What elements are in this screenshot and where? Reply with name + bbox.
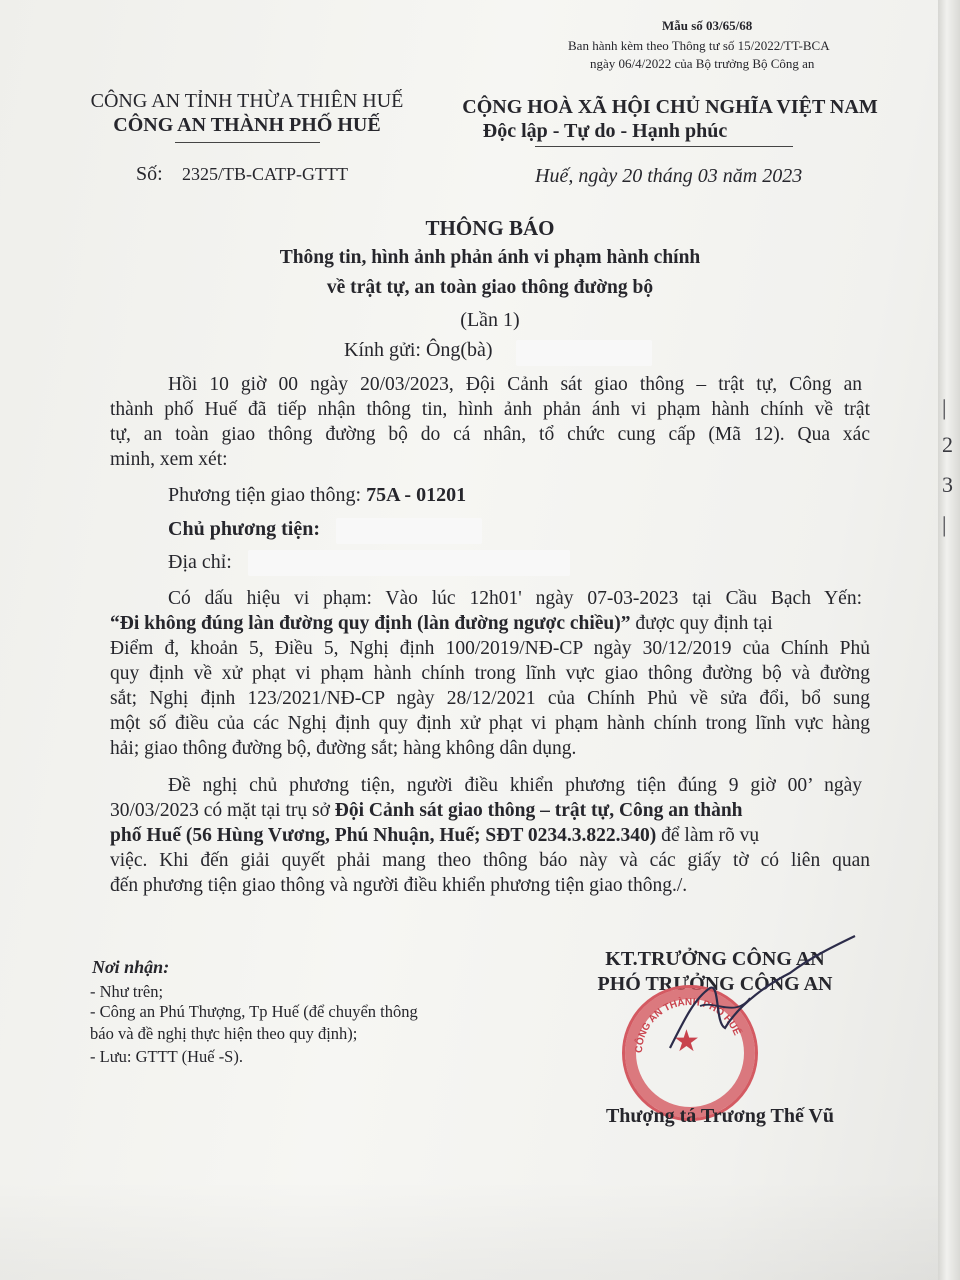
request-office-address: phố Huế (56 Hùng Vương, Phú Nhuận, Huế; SĐT 0234.3.822.340): [110, 825, 657, 846]
violation-line-6: một số điều của các Nghị định quy định xử phạt vi phạm hành chính trong lĩnh vực hàng: [110, 713, 870, 734]
request-line-4: việc. Khi đến giải quyết phải mang theo thông báo này và các giấy tờ có liên quan: [110, 850, 870, 871]
violation-line-2-rest: được quy định tại: [635, 613, 773, 634]
address-label: Địa chỉ:: [168, 551, 232, 573]
recipient-label: Kính gửi: Ông(bà): [344, 339, 493, 361]
recipient-item-4: - Lưu: GTTT (Huế -S).: [90, 1047, 243, 1066]
form-issued-line1: Ban hành kèm theo Thông tư số 15/2022/TT-BCA: [568, 38, 830, 53]
paper-shadow: [0, 1180, 938, 1280]
national-motto: Độc lập - Tự do - Hạnh phúc: [482, 120, 728, 142]
edge-mark: |: [942, 395, 947, 420]
vehicle-row: [168, 484, 466, 507]
edge-mark: |: [942, 512, 947, 537]
request-office: Đội Cảnh sát giao thông – trật tự, Công an thành: [334, 800, 743, 821]
violation-line-1: Có dấu hiệu vi phạm: Vào lúc 12h01' ngày 07-03-2023 tại Cầu Bạch Yến:: [168, 588, 862, 609]
para1-line-2: thành phố Huế đã tiếp nhận thông tin, hình ảnh phản ánh vi phạm hành chính về trật: [110, 399, 870, 420]
form-issued-line2: ngày 06/4/2022 của Bộ trưởng Bộ Công an: [590, 56, 815, 71]
violation-line-7: hải; giao thông đường bộ, đường sắt; hàng không dân dụng.: [110, 738, 577, 759]
agency-parent: CÔNG AN TỈNH THỪA THIÊN HUẾ: [90, 90, 404, 112]
underlying-page-edge: [938, 0, 960, 1280]
redacted-recipient-name: [516, 340, 652, 366]
motto-underline: [535, 146, 793, 147]
owner-label: Chủ phương tiện:: [168, 518, 321, 540]
request-line-2: [110, 800, 870, 826]
handwritten-signature: [640, 928, 870, 1068]
license-plate: 75A - 01201: [366, 484, 467, 506]
recipient-item-2: - Công an Phú Thượng, Tp Huế (để chuyển thông: [90, 1002, 418, 1021]
place-date: Huế, ngày 20 tháng 03 năm 2023: [535, 165, 803, 187]
violation-line-5: sắt; Nghị định 123/2021/NĐ-CP ngày 28/12/2021 của Chính Phủ về sửa đổi, bổ sung: [110, 688, 870, 709]
recipients-heading: Nơi nhận:: [92, 957, 170, 977]
violation-act: “Đi không đúng làn đường quy định (làn đường ngược chiều)”: [110, 613, 631, 634]
request-line-1: Đề nghị chủ phương tiện, người điều khiển phương tiện đúng 9 giờ 00’ ngày: [168, 775, 862, 796]
violation-line-4: quy định về xử phạt vi phạm hành chính trong lĩnh vực giao thông đường bộ và đường: [110, 663, 870, 684]
document-number-label: Số:: [136, 163, 163, 185]
document-title: THÔNG BÁO: [425, 216, 555, 240]
signer-title-2: PHÓ TRƯỞNG CÔNG AN: [597, 973, 833, 995]
para1-line-3: tự, an toàn giao thông đường bộ do cá nhân, tổ chức cung cấp (Mã 12). Qua xác: [110, 424, 870, 445]
violation-line-2: [110, 613, 870, 639]
violation-line-3: Điểm đ, khoản 5, Điều 5, Nghị định 100/2019/NĐ-CP ngày 30/12/2019 của Chính Phủ: [110, 638, 870, 659]
signer-title-1: KT.TRƯỞNG CÔNG AN: [605, 948, 825, 970]
para1-line-1: Hồi 10 giờ 00 ngày 20/03/2023, Đội Cảnh sát giao thông – trật tự, Công an: [168, 374, 862, 395]
signer-name: Thượng tá Trương Thế Vũ: [605, 1105, 835, 1127]
edge-mark: 3: [942, 472, 953, 497]
request-line-5: đến phương tiện giao thông và người điều khiển phương tiện giao thông./.: [110, 875, 688, 896]
seal-star-icon: ★: [673, 1025, 700, 1058]
recipient-item-1: - Như trên;: [90, 982, 164, 1001]
form-code: Mẫu số 03/65/68: [662, 18, 753, 33]
para1-line-4: minh, xem xét:: [110, 449, 228, 470]
agency-name: CÔNG AN THÀNH PHỐ HUẾ: [113, 114, 381, 136]
document-number: 2325/TB-CATP-GTTT: [182, 164, 348, 184]
redacted-owner-name: [336, 518, 482, 544]
svg-text:CÔNG AN THÀNH PHỐ HUẾ: CÔNG AN THÀNH PHỐ HUẾ: [633, 996, 743, 1054]
notice-count: (Lần 1): [460, 309, 520, 331]
document-subtitle-1: Thông tin, hình ảnh phản ánh vi phạm hành chính: [279, 247, 701, 268]
redacted-address: [248, 550, 570, 576]
edge-mark: 2: [942, 432, 953, 457]
request-line-2a: 30/03/2023 có mặt tại trụ sở: [110, 800, 330, 821]
vehicle-label: Phương tiện giao thông:: [168, 484, 362, 506]
document-subtitle-2: về trật tự, an toàn giao thông đường bộ: [326, 277, 654, 298]
recipient-item-3: báo và đề nghị thực hiện theo quy định);: [90, 1024, 358, 1043]
request-line-3c: để làm rõ vụ: [661, 825, 760, 846]
nation-name: CỘNG HOÀ XÃ HỘI CHỦ NGHĨA VIỆT NAM: [462, 96, 878, 118]
agency-underline: [175, 142, 320, 143]
request-line-3: [110, 825, 870, 851]
